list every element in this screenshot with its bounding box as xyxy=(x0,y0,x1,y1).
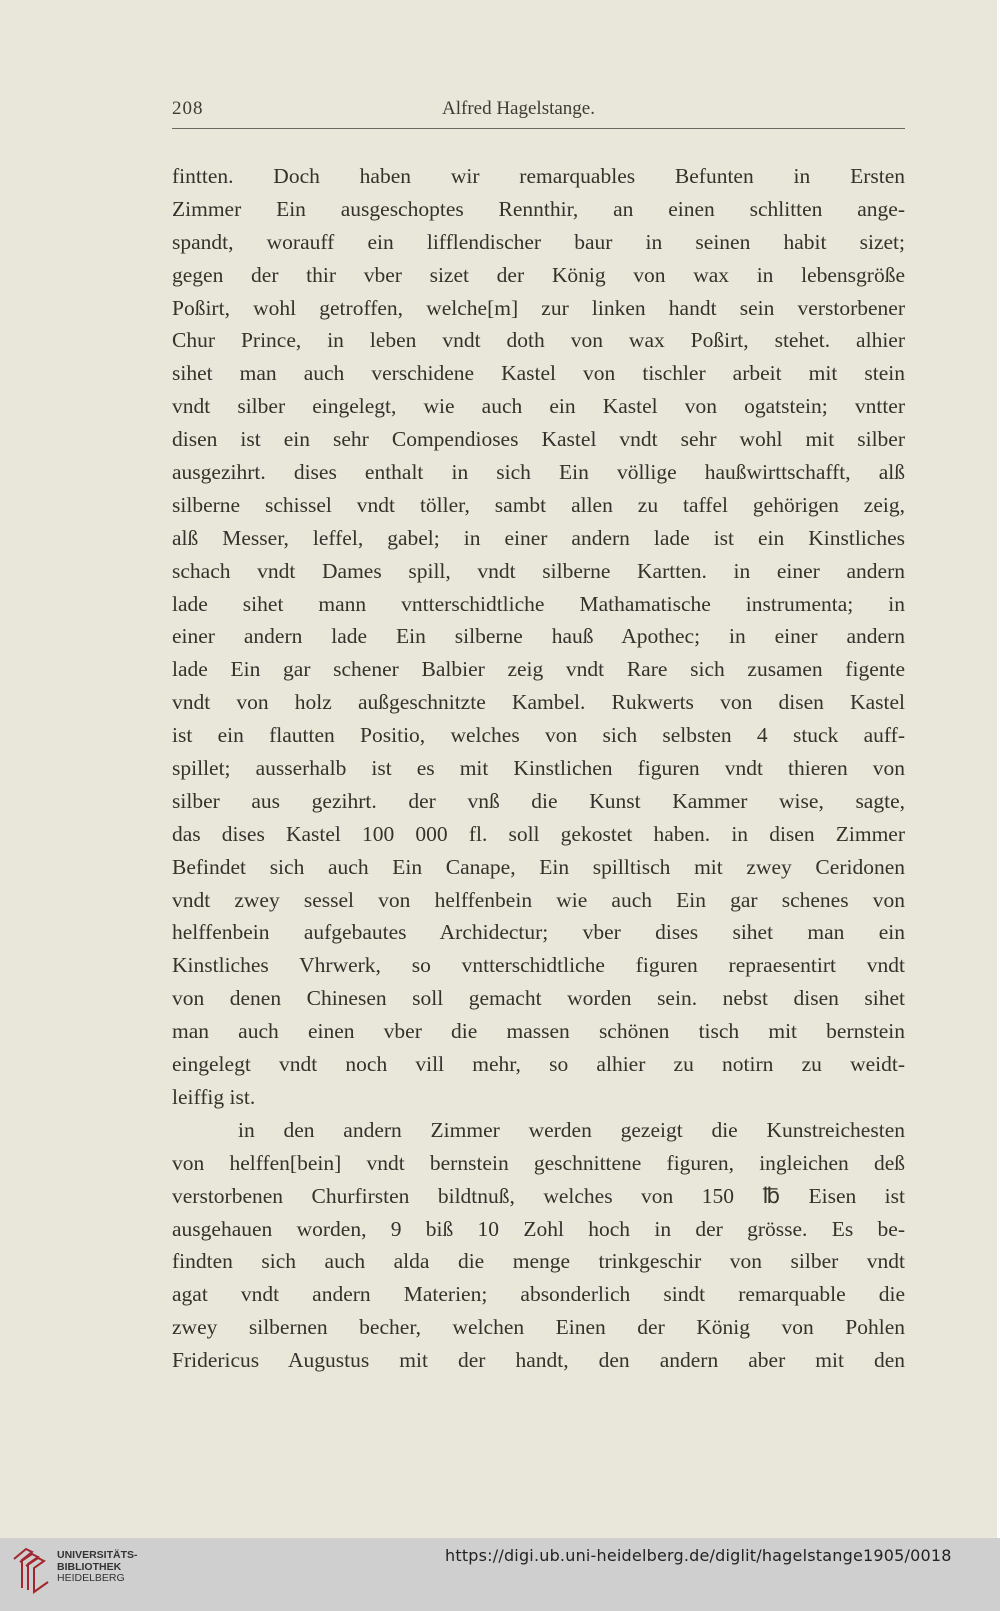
text-line: Befindet sich auch Ein Canape, Ein spilltisch mit zwey Ceridonen xyxy=(172,854,905,879)
text-line: eingelegt vndt noch vill mehr, so alhier zu notirn zu weidt- xyxy=(172,1052,905,1077)
library-name-line1: UNIVERSITÄTS- xyxy=(57,1549,138,1561)
text-line: vndt von holz außgeschnitzte Kambel. Rukwerts von disen Kastel xyxy=(172,690,905,715)
library-name-line3: HEIDELBERG xyxy=(57,1572,125,1584)
text-line: vndt zwey sessel von helffenbein wie auch Ein gar schenes von xyxy=(172,887,905,912)
text-line: von denen Chinesen soll gemacht worden sein. nebst disen sihet xyxy=(172,986,905,1011)
text-line: zwey silbernen becher, welchen Einen der König von Pohlen xyxy=(172,1315,905,1340)
library-name xyxy=(57,1550,138,1585)
permalink-url[interactable]: https://digi.ub.uni-heidelberg.de/diglit/hagelstange1905/0018 xyxy=(445,1546,952,1565)
text-line: lade Ein gar schener Balbier zeig vndt Rare sich zusamen figente xyxy=(172,657,905,682)
text-line: findten sich auch alda die menge trinkgeschir von silber vndt xyxy=(172,1249,905,1274)
body-text xyxy=(172,160,905,1377)
text-line: lade sihet mann vntterschidtliche Mathamatische instrumenta; in xyxy=(172,591,905,616)
text-line: Chur Prince, in leben vndt doth von wax Poßirt, stehet. alhier xyxy=(172,328,905,353)
library-name-line2: BIBLIOTHEK xyxy=(57,1560,122,1573)
text-line: schach vndt Dames spill, vndt silberne Kartten. in einer andern xyxy=(172,558,905,583)
footer-bar xyxy=(0,1538,1000,1611)
text-line: ausgezihrt. dises enthalt in sich Ein völlige haußwirttschafft, alß xyxy=(172,460,905,485)
text-line: vndt silber eingelegt, wie auch ein Kastel von ogatstein; vntter xyxy=(172,394,905,419)
text-line: leiffig ist. xyxy=(172,1084,256,1109)
text-line: Zimmer Ein ausgeschoptes Rennthir, an einen schlitten ange- xyxy=(172,196,905,221)
text-line: spandt, worauff ein lifflendischer baur in seinen habit sizet; xyxy=(172,229,905,254)
text-line: alß Messer, leffel, gabel; in einer andern lade ist ein Kinstliches xyxy=(172,525,905,550)
text-line: Fridericus Augustus mit der handt, den andern aber mit den xyxy=(172,1348,905,1373)
text-line: silberne schissel vndt töller, sambt allen zu taffel gehörigen zeig, xyxy=(172,492,905,517)
text-line: agat vndt andern Materien; absonderlich sindt remarquable die xyxy=(172,1282,905,1307)
header-rule xyxy=(172,128,905,129)
page-number: 208 xyxy=(172,98,204,119)
text-line: spillet; ausserhalb ist es mit Kinstlichen figuren vndt thieren von xyxy=(172,756,905,781)
text-line: silber aus gezihrt. der vnß die Kunst Kammer wise, sagte, xyxy=(172,788,905,813)
text-line: ist ein flautten Positio, welches von sich selbsten 4 stuck auff- xyxy=(172,723,905,748)
text-line: einer andern lade Ein silberne hauß Apothec; in einer andern xyxy=(172,624,905,649)
library-logo-icon xyxy=(10,1546,50,1594)
text-line: in den andern Zimmer werden gezeigt die Kunstreichesten xyxy=(238,1117,905,1142)
text-line: man auch einen vber die massen schönen tisch mit bernstein xyxy=(172,1019,905,1044)
text-line: disen ist ein sehr Compendioses Kastel vndt sehr wohl mit silber xyxy=(172,427,905,452)
text-line: ausgehauen worden, 9 biß 10 Zohl hoch in der grösse. Es be- xyxy=(172,1216,905,1241)
text-line: sihet man auch verschidene Kastel von tischler arbeit mit stein xyxy=(172,361,905,386)
text-line: fintten. Doch haben wir remarquables Befunten in Ersten xyxy=(172,164,905,188)
running-head xyxy=(172,98,905,128)
text-line: von helffen[bein] vndt bernstein geschnittene figuren, ingleichen deß xyxy=(172,1150,905,1175)
text-line: verstorbenen Churfirsten bildtnuß, welches von 150 ℔ Eisen ist xyxy=(172,1183,905,1208)
text-line: Kinstliches Vhrwerk, so vntterschidtliche figuren repraesentirt vndt xyxy=(172,953,905,978)
running-title: Alfred Hagelstange. xyxy=(442,98,595,119)
text-line: das dises Kastel 100 000 fl. soll gekostet haben. in disen Zimmer xyxy=(172,821,905,846)
text-line: gegen der thir vber sizet der König von wax in lebensgröße xyxy=(172,262,905,287)
text-line: helffenbein aufgebautes Archidectur; vber dises sihet man ein xyxy=(172,920,905,945)
text-line: Poßirt, wohl getroffen, welche[m] zur linken handt sein verstorbener xyxy=(172,295,905,320)
